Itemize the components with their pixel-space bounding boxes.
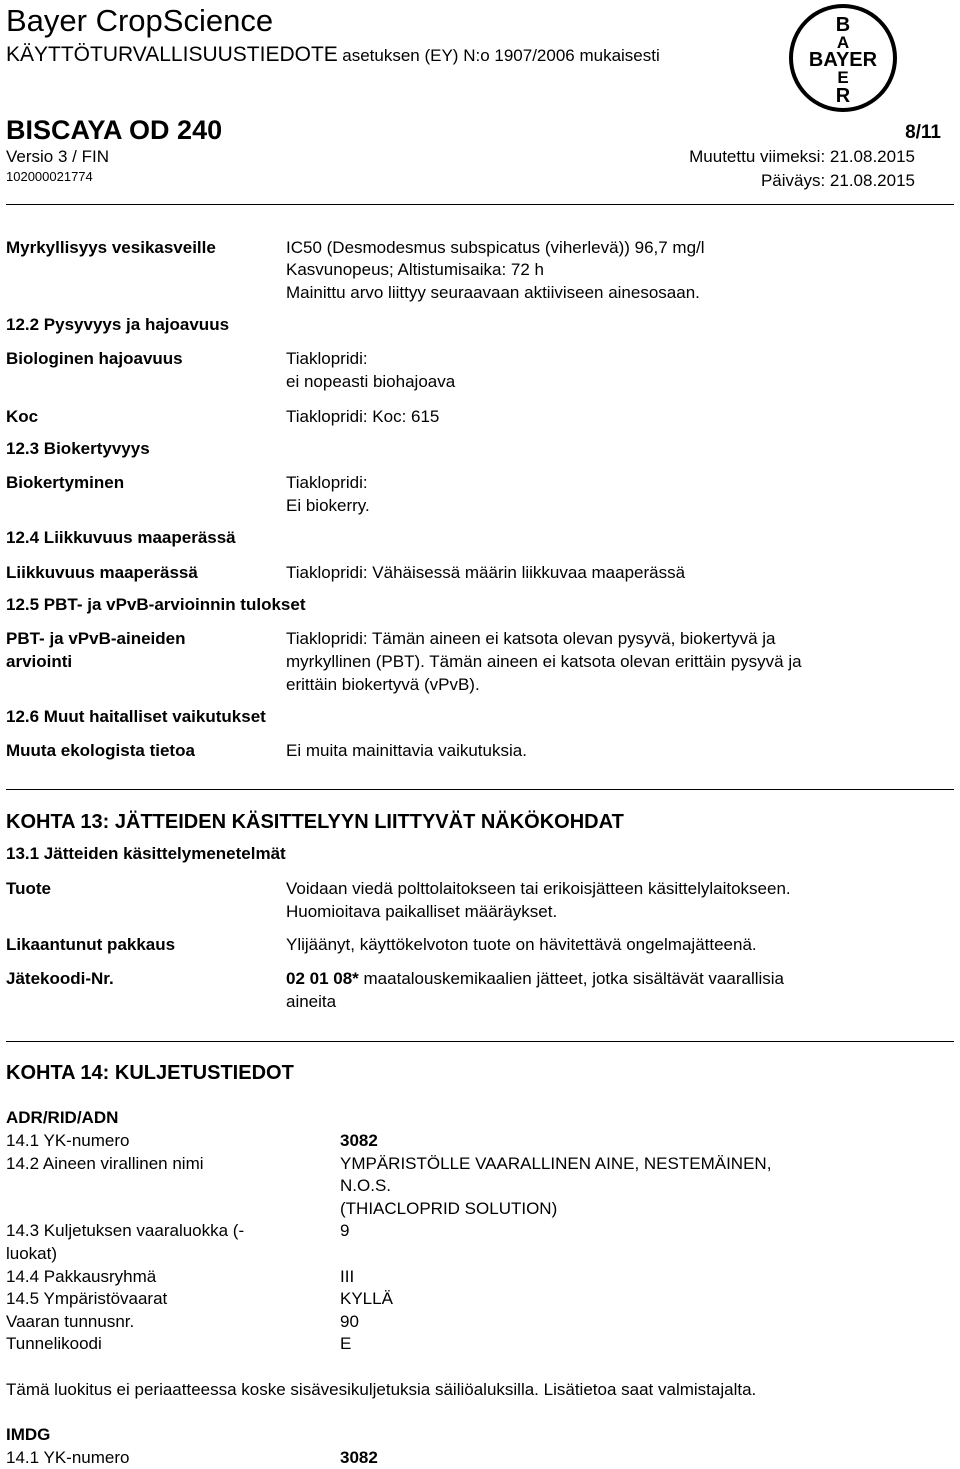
company-name: Bayer CropScience: [6, 3, 274, 38]
toxicity-label: Myrkyllisyys vesikasveille: [6, 238, 216, 257]
logo-letter-e: E: [837, 68, 849, 87]
document-title: [6, 40, 660, 72]
heading-13-1: 13.1 Jätteiden käsittelymenetelmät: [6, 844, 286, 863]
waste-code-label: Jätekoodi-Nr.: [6, 969, 114, 988]
toxicity-line-3: Mainittu arvo liittyy seuraavaan aktiiviseen ainesosaan.: [286, 283, 700, 302]
adr-row-label: Tunnelikoodi: [6, 1334, 102, 1354]
adr-row-value: E: [340, 1334, 352, 1354]
logo-letter-r: R: [835, 85, 851, 107]
adr-row-label: 14.5 Ympäristövaarat: [6, 1289, 168, 1309]
document-title-regulation: asetuksen (EY) N:o 1907/2006 mukaisesti: [342, 46, 660, 65]
document-code: 102000021774: [6, 169, 93, 184]
biodegradation-line-2: ei nopeasti biohajoava: [286, 372, 456, 391]
pbt-line-2: myrkyllinen (PBT). Tämän aineen ei katsota olevan erittäin pysyvä ja: [286, 652, 802, 671]
pbt-line-3: erittäin biokertyvä (vPvB).: [286, 675, 480, 694]
imdg-heading: IMDG: [6, 1425, 51, 1444]
adr-row-label: 14.4 Pakkausryhmä: [6, 1266, 157, 1286]
bioaccumulation-label: Biokertyminen: [6, 473, 125, 492]
adr-row-label: luokat): [6, 1244, 58, 1263]
imdg-row-label: 14.1 YK-numero: [6, 1448, 130, 1467]
product-disposal-line-1: Voidaan viedä polttolaitokseen tai erikoisjätteen käsittelylaitokseen.: [286, 879, 791, 898]
bioaccumulation-line-2: Ei biokerry.: [286, 496, 370, 515]
adr-row-value: KYLLÄ: [340, 1289, 393, 1309]
waste-code-line-1: [286, 968, 784, 990]
logo-letter-b: B: [835, 14, 851, 36]
adr-row-label: 14.3 Kuljetuksen vaaraluokka (-: [6, 1221, 245, 1241]
section-14-title: KOHTA 14: KULJETUSTIEDOT: [6, 1062, 294, 1084]
waste-code-description: maatalouskemikaalien jätteet, jotka sisältävät vaarallisia: [358, 969, 785, 988]
product-name: BISCAYA OD 240: [6, 115, 223, 145]
issue-date: Päiväys: 21.08.2015: [760, 171, 915, 190]
adr-heading: ADR/RID/ADN: [6, 1108, 119, 1127]
adr-row-value: 90: [340, 1311, 359, 1331]
heading-12-2: 12.2 Pysyvyys ja hajoavuus: [6, 315, 230, 334]
adr-row-value: YMPÄRISTÖLLE VAARALLINEN AINE, NESTEMÄINEN,: [340, 1153, 772, 1173]
toxicity-line-2: Kasvunopeus; Altistumisaika: 72 h: [286, 260, 544, 279]
logo-word-bayer: BAYER: [808, 49, 878, 71]
other-effects-label: Muuta ekologista tietoa: [6, 741, 195, 760]
biodegradation-line-1: Tiaklopridi:: [286, 349, 368, 368]
section-13-title: KOHTA 13: JÄTTEIDEN KÄSITTELYYN LIITTYVÄT NÄKÖKOHDAT: [6, 811, 624, 833]
header-divider: [6, 204, 954, 205]
adr-row-value: (THIACLOPRID SOLUTION): [340, 1198, 558, 1218]
biodegradation-label: Biologinen hajoavuus: [6, 349, 183, 368]
page-number: 8/11: [905, 122, 941, 143]
pbt-label-line-2: arviointi: [6, 652, 73, 671]
adr-row-label: 14.2 Aineen virallinen nimi: [6, 1153, 204, 1173]
koc-value: Tiaklopridi: Koc: 615: [286, 407, 440, 426]
mobility-value: Tiaklopridi: Vähäisessä määrin liikkuvaa maaperässä: [286, 563, 686, 582]
waste-code-line-2: aineita: [286, 992, 337, 1011]
adr-row-value: III: [340, 1266, 355, 1286]
bioaccumulation-line-1: Tiaklopridi:: [286, 473, 368, 492]
other-effects-value: Ei muita mainittavia vaikutuksia.: [286, 741, 527, 760]
pbt-label-line-1: PBT- ja vPvB-aineiden: [6, 629, 186, 648]
packaging-label: Likaantunut pakkaus: [6, 935, 176, 954]
imdg-row-value: 3082: [340, 1448, 378, 1467]
section-14-divider: [6, 1041, 954, 1042]
heading-12-4: 12.4 Liikkuvuus maaperässä: [6, 528, 236, 547]
adr-row-label: Vaaran tunnusnr.: [6, 1311, 135, 1331]
toxicity-line-1: IC50 (Desmodesmus subspicatus (viherlevä)) 96,7 mg/l: [286, 238, 705, 257]
heading-12-3: 12.3 Biokertyvyys: [6, 439, 150, 458]
section-13-divider: [6, 789, 954, 790]
mobility-label: Liikkuvuus maaperässä: [6, 563, 198, 582]
bayer-logo: [788, 3, 898, 113]
product-disposal-line-2: Huomioitava paikalliset määräykset.: [286, 902, 558, 921]
product-disposal-label: Tuote: [6, 879, 52, 898]
revised-date: Muutettu viimeksi: 21.08.2015: [689, 147, 915, 166]
classification-note: Tämä luokitus ei periaatteessa koske sisävesikuljetuksia säiliöaluksilla. Lisätietoa saat valmistajalta.: [6, 1380, 757, 1399]
adr-row-label: 14.1 YK-numero: [6, 1131, 130, 1150]
heading-12-5: 12.5 PBT- ja vPvB-arvioinnin tulokset: [6, 595, 306, 614]
adr-row-value: 3082: [340, 1131, 378, 1150]
logo-letter-a: A: [836, 33, 850, 52]
version-label: Versio 3 / FIN: [6, 147, 109, 166]
pbt-line-1: Tiaklopridi: Tämän aineen ei katsota olevan pysyvä, biokertyvä ja: [286, 629, 776, 648]
koc-label: Koc: [6, 407, 39, 426]
packaging-value: Ylijäänyt, käyttökelvoton tuote on hävitettävä ongelmajätteenä.: [286, 935, 757, 954]
heading-12-6: 12.6 Muut haitalliset vaikutukset: [6, 707, 266, 726]
document-title-main: KÄYTTÖTURVALLISUUSTIEDOTE: [6, 43, 338, 66]
adr-row-value: N.O.S.: [340, 1176, 392, 1196]
waste-code: 02 01 08*: [286, 969, 359, 988]
adr-row-value: 9: [340, 1221, 350, 1241]
